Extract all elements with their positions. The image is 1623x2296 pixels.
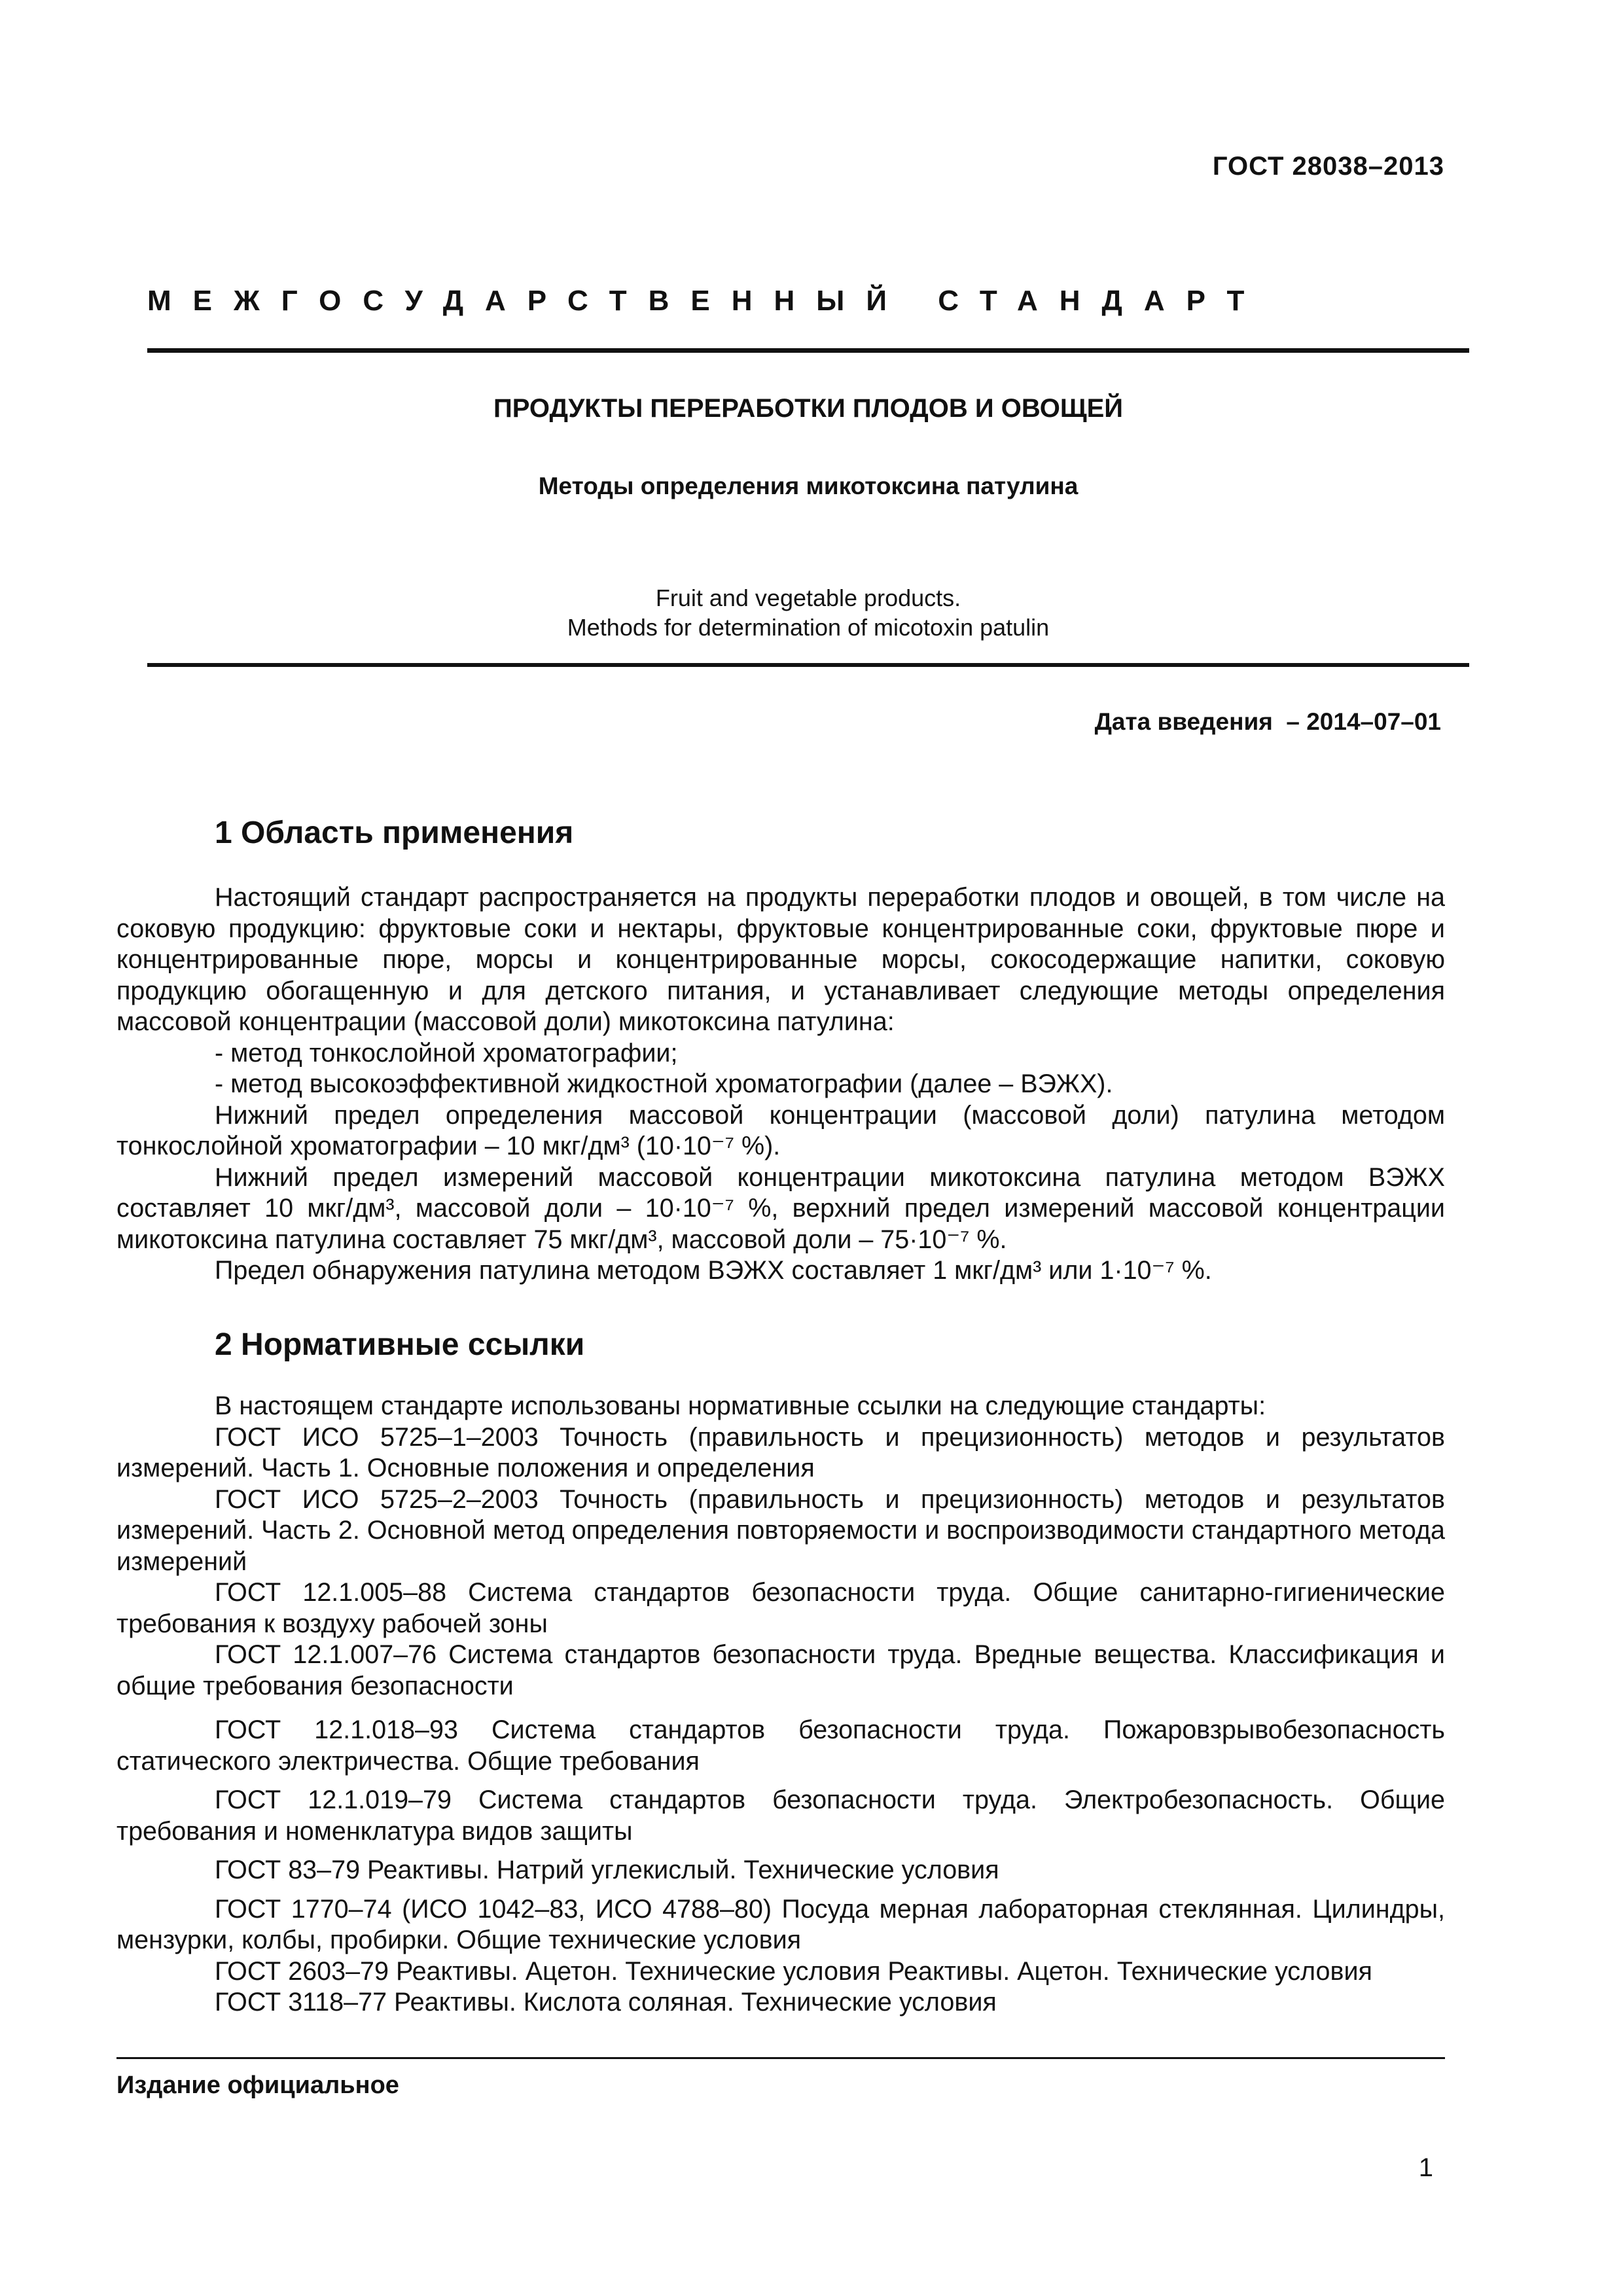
reference-item: ГОСТ 12.1.007–76 Система стандартов безопасности труда. Вредные вещества. Классификация и общие требования безопасности (116, 1640, 1445, 1700)
standard-type-heading: МЕЖГОСУДАРСТВЕННЫЙ СТАНДАРТ (147, 285, 1266, 317)
section-1-body (116, 882, 1445, 1287)
footer-divider (116, 2057, 1445, 2059)
introduction-date: Дата введения – 2014–07–01 (1094, 708, 1441, 735)
reference-item: ГОСТ ИСО 5725–2–2003 Точность (правильность и прецизионность) методов и результатов измерений. Часть 2. Основной метод определения повторяемости и воспроизводимости стандартного метода измерений (116, 1484, 1445, 1576)
list-item: - метод высокоэффективной жидкостной хроматографии (далее – ВЭЖХ). (215, 1069, 1113, 1098)
reference-item: ГОСТ ИСО 5725–1–2003 Точность (правильность и прецизионность) методов и результатов измерений. Часть 1. Основные положения и определения (116, 1422, 1445, 1482)
document-number: ГОСТ 28038–2013 (1212, 152, 1444, 181)
english-title-line-1: Fruit and vegetable products. (655, 584, 961, 611)
reference-item: ГОСТ 83–79 Реактивы. Натрий углекислый. Технические условия (215, 1856, 999, 1884)
reference-item: ГОСТ 12.1.018–93 Система стандартов безопасности труда. Пожаровзрывобезопасность статического электричества. Общие требования (116, 1715, 1445, 1776)
paragraph: Предел обнаружения патулина методом ВЭЖХ составляет 1 мкг/дм³ или 1·10⁻⁷ %. (215, 1256, 1212, 1285)
document-title: ПРОДУКТЫ ПЕРЕРАБОТКИ ПЛОДОВ И ОВОЩЕЙ (493, 394, 1124, 423)
paragraph: В настоящем стандарте использованы нормативные ссылки на следующие стандарты: (215, 1391, 1266, 1420)
list-item: - метод тонкослойной хроматографии; (215, 1038, 678, 1067)
header-divider (147, 348, 1469, 353)
section-2-body (116, 1391, 1445, 2018)
section-2-heading: 2 Нормативные ссылки (215, 1327, 585, 1362)
reference-item: ГОСТ 2603–79 Реактивы. Ацетон. Технические условия Реактивы. Ацетон. Технические условия (215, 1956, 1372, 1986)
paragraph: Настоящий стандарт распространяется на продукты переработки плодов и овощей, в том числе на соковую продукцию: фруктовые соки и нектары, фруктовые концентрированные соки, фруктовые пюре и концентрированные пюре, морсы и концентрированные морсы, сокосодержащие напитки, соковую продукцию обогащенную и для детского питания, и устанавливает следующие методы определения массовой концентрации (массовой доли) микотоксина патулина: (116, 883, 1445, 1036)
document-subtitle: Методы определения микотоксина патулина (538, 473, 1079, 499)
reference-item: ГОСТ 12.1.005–88 Система стандартов безопасности труда. Общие санитарно-гигиенические требования к воздуху рабочей зоны (116, 1578, 1445, 1638)
title-divider (147, 663, 1469, 667)
reference-item: ГОСТ 3118–77 Реактивы. Кислота соляная. Технические условия (215, 1988, 997, 2017)
page-number: 1 (1418, 2153, 1433, 2182)
english-title-line-2: Methods for determination of micotoxin patulin (567, 614, 1050, 641)
reference-item: ГОСТ 12.1.019–79 Система стандартов безопасности труда. Электробезопасность. Общие требования и номенклатура видов защиты (116, 1785, 1445, 1846)
reference-item: ГОСТ 1770–74 (ИСО 1042–83, ИСО 4788–80) Посуда мерная лабораторная стеклянная. Цилиндры, мензурки, колбы, пробирки. Общие технические условия (116, 1894, 1445, 1954)
paragraph: Нижний предел определения массовой концентрации (массовой доли) патулина методом тонкослойной хроматографии – 10 мкг/дм³ (10·10⁻⁷ %). (116, 1100, 1445, 1160)
edition-label: Издание официальное (116, 2072, 399, 2099)
section-1-heading: 1 Область применения (215, 816, 574, 850)
paragraph: Нижний предел измерений массовой концентрации микотоксина патулина методом ВЭЖХ составляет 10 мкг/дм³, массовой доли – 10·10⁻⁷ %, верхний предел измерений массовой концентрации микотоксина патулина составляет 75 мкг/дм³, массовой доли – 75·10⁻⁷ %. (116, 1162, 1445, 1254)
